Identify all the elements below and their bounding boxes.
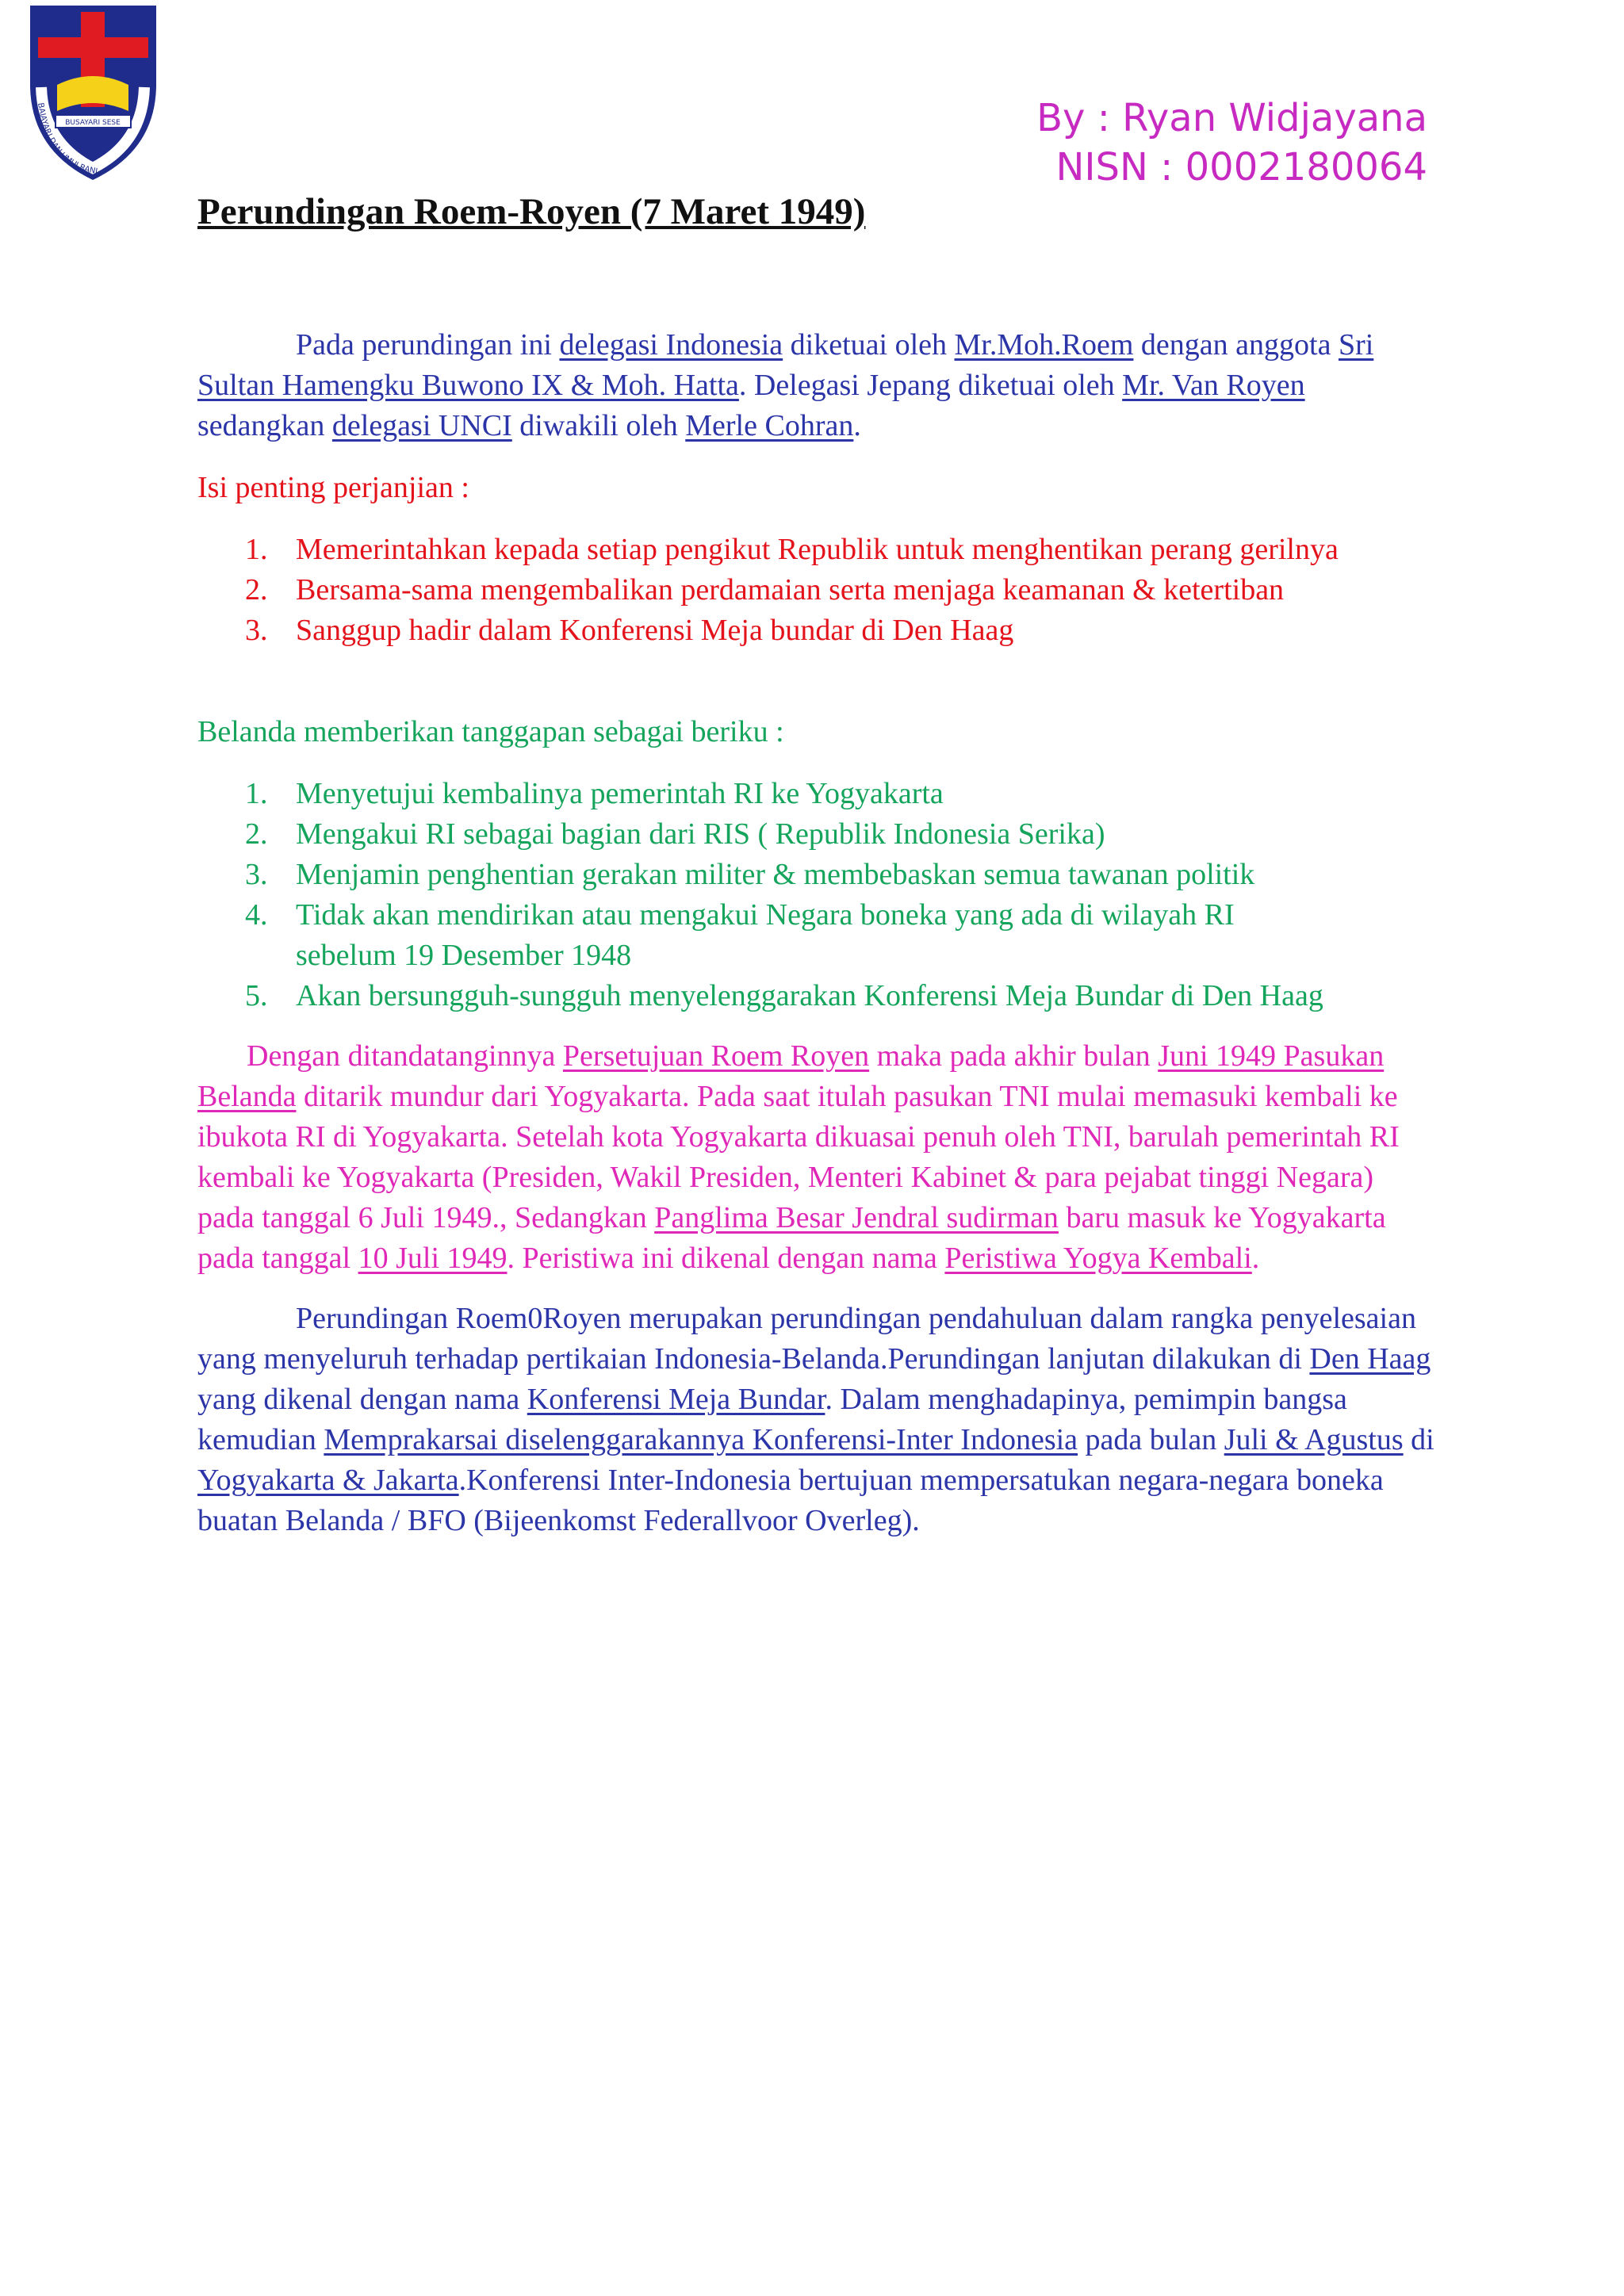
nisn-line: NISN : 0002180064 bbox=[1055, 145, 1427, 189]
document-body bbox=[197, 325, 1434, 1541]
text-run: yang dikenal dengan nama bbox=[197, 1383, 527, 1416]
list-item bbox=[197, 610, 1434, 651]
author-block bbox=[1036, 94, 1427, 192]
text-run: diwakili oleh bbox=[511, 409, 686, 442]
list-item-text: Sanggup hadir dalam Konferensi Meja bundar di Den Haag bbox=[296, 614, 1014, 647]
text-run: . Delegasi Jepang diketuai oleh bbox=[738, 369, 1123, 402]
list-item bbox=[197, 855, 1434, 895]
cross-horizontal bbox=[38, 37, 148, 58]
link-merle-cohran[interactable]: Merle Cohran bbox=[685, 409, 854, 442]
link-mr-moh-roem[interactable]: Mr.Moh.Roem bbox=[954, 328, 1134, 362]
text-run: baru masuk ke Yogyakarta pada tanggal bbox=[197, 1201, 1386, 1275]
list-item-text: Akan bersungguh-sungguh menyelenggarakan Konferensi Meja Bundar di Den Haag bbox=[296, 979, 1323, 1012]
text-run: diketuai oleh bbox=[783, 328, 955, 362]
list-item bbox=[197, 976, 1434, 1016]
list-item-text: Menjamin penghentian gerakan militer & membebaskan semua tawanan politik bbox=[296, 858, 1255, 891]
list-item-text: Mengakui RI sebagai bagian dari RIS ( Republik Indonesia Serika) bbox=[296, 817, 1105, 851]
text-run: . bbox=[853, 409, 861, 442]
link-peristiwa-yogya-kembali[interactable]: Peristiwa Yogya Kembali bbox=[944, 1242, 1252, 1275]
link-mr-van-royen[interactable]: Mr. Van Royen bbox=[1122, 369, 1305, 402]
text-run: Perundingan Roem0Royen merupakan perundingan pendahuluan dalam rangka penyelesaian yang menyeluruh terhadap pertikaian Indonesia-Belanda.Perundingan lanjutan dilakukan di bbox=[197, 1302, 1416, 1376]
link-juli-agustus[interactable]: Juli & Agustus bbox=[1224, 1423, 1404, 1456]
paragraph-kmb bbox=[197, 1299, 1434, 1541]
link-panglima-besar[interactable]: Panglima Besar Jendral sudirman bbox=[654, 1201, 1059, 1234]
paragraph-yogya-kembali bbox=[197, 1036, 1434, 1279]
text-run: ditarik mundur dari Yogyakarta. Pada saat itulah pasukan TNI mulai memasuki kembali ke ibukota RI di Yogyakarta. Setelah kota Yogyakarta dikuasai penuh oleh TNI, barulah pemerintah RI kembali ke Yogyakarta (Presiden, Wakil Presiden, Menteri Kabinet & para pejabat tinggi Negara) pada tanggal 6 Juli 1949., Sedangkan bbox=[197, 1080, 1400, 1234]
text-run: dengan anggota bbox=[1133, 328, 1339, 362]
list-number: 2. bbox=[245, 573, 268, 607]
link-konferensi-meja-bundar[interactable]: Konferensi Meja Bundar bbox=[527, 1383, 825, 1416]
list-number: 3. bbox=[245, 614, 268, 647]
text-run: . bbox=[1251, 1242, 1260, 1275]
list-number: 2. bbox=[245, 817, 268, 851]
list-number: 1. bbox=[245, 777, 268, 810]
text-run: maka pada akhir bulan bbox=[869, 1039, 1159, 1073]
link-juni-1949-pasukan-belanda[interactable]: Juni 1949 Pasukan Belanda bbox=[197, 1039, 1385, 1113]
link-delegasi-unci[interactable]: delegasi UNCI bbox=[331, 409, 512, 442]
list-number: 4. bbox=[245, 898, 268, 932]
list-item bbox=[197, 570, 1434, 610]
link-10-juli-1949[interactable]: 10 Juli 1949 bbox=[358, 1242, 508, 1275]
belanda-heading: Belanda memberikan tanggapan sebagai beriku : bbox=[197, 715, 784, 748]
text-run: .Konferensi Inter-Indonesia bertujuan mempersatukan negara-negara boneka buatan Belanda / BFO (Bijeenkomst Federallvoor Overleg). bbox=[197, 1464, 1384, 1537]
text-run: . Peristiwa ini dikenal dengan nama bbox=[507, 1242, 945, 1275]
text-run: Pada perundingan ini bbox=[296, 328, 560, 362]
text-run: pada bulan bbox=[1078, 1423, 1224, 1456]
list-item bbox=[197, 774, 1434, 814]
list-item bbox=[197, 530, 1434, 570]
link-yogyakarta-jakarta[interactable]: Yogyakarta & Jakarta bbox=[197, 1464, 459, 1497]
logo-banner-text: BUSAYARI SESE bbox=[65, 119, 121, 127]
isi-heading: Isi penting perjanjian : bbox=[197, 471, 469, 504]
page-title: Perundingan Roem-Royen (7 Maret 1949) bbox=[197, 191, 866, 232]
text-run: . Dalam menghadapinya, pemimpin bangsa kemudian bbox=[197, 1383, 1347, 1456]
list-number: 3. bbox=[245, 858, 268, 891]
link-den-haag[interactable]: Den Haag bbox=[1309, 1342, 1431, 1376]
link-konferensi-inter-indonesia[interactable]: Memprakarsai diselenggarakannya Konferensi-Inter Indonesia bbox=[324, 1423, 1078, 1456]
belanda-list bbox=[197, 774, 1434, 1016]
link-delegasi-indonesia[interactable]: delegasi Indonesia bbox=[559, 328, 783, 362]
link-sri-sultan[interactable]: Sri Sultan Hamengku Buwono IX & Moh. Hatta bbox=[197, 328, 1374, 402]
link-persetujuan-roem-royen[interactable]: Persetujuan Roem Royen bbox=[562, 1039, 870, 1073]
text-run: sedangkan bbox=[197, 409, 332, 442]
school-logo bbox=[24, 4, 163, 186]
list-item bbox=[197, 814, 1434, 855]
paragraph-delegation bbox=[197, 325, 1434, 446]
list-item-text: Tidak akan mendirikan atau mengakui Negara boneka yang ada di wilayah RI sebelum 19 Desember 1948 bbox=[296, 898, 1235, 972]
list-item-text: Memerintahkan kepada setiap pengikut Republik untuk menghentikan perang gerilnya bbox=[296, 533, 1339, 566]
list-item-text: Menyetujui kembalinya pemerintah RI ke Yogyakarta bbox=[296, 777, 944, 810]
isi-list bbox=[197, 530, 1434, 651]
text-run: Dengan ditandatanginnya bbox=[247, 1039, 563, 1073]
list-number: 5. bbox=[245, 979, 268, 1012]
logo-ring-text: BAJAYARI DAN UMUI RANI bbox=[36, 101, 98, 177]
author-line: By : Ryan Widjayana bbox=[1036, 96, 1427, 140]
text-run: di bbox=[1403, 1423, 1434, 1456]
list-item bbox=[197, 895, 1434, 976]
list-item-text: Bersama-sama mengembalikan perdamaian serta menjaga keamanan & ketertiban bbox=[296, 573, 1285, 607]
list-number: 1. bbox=[245, 533, 268, 566]
